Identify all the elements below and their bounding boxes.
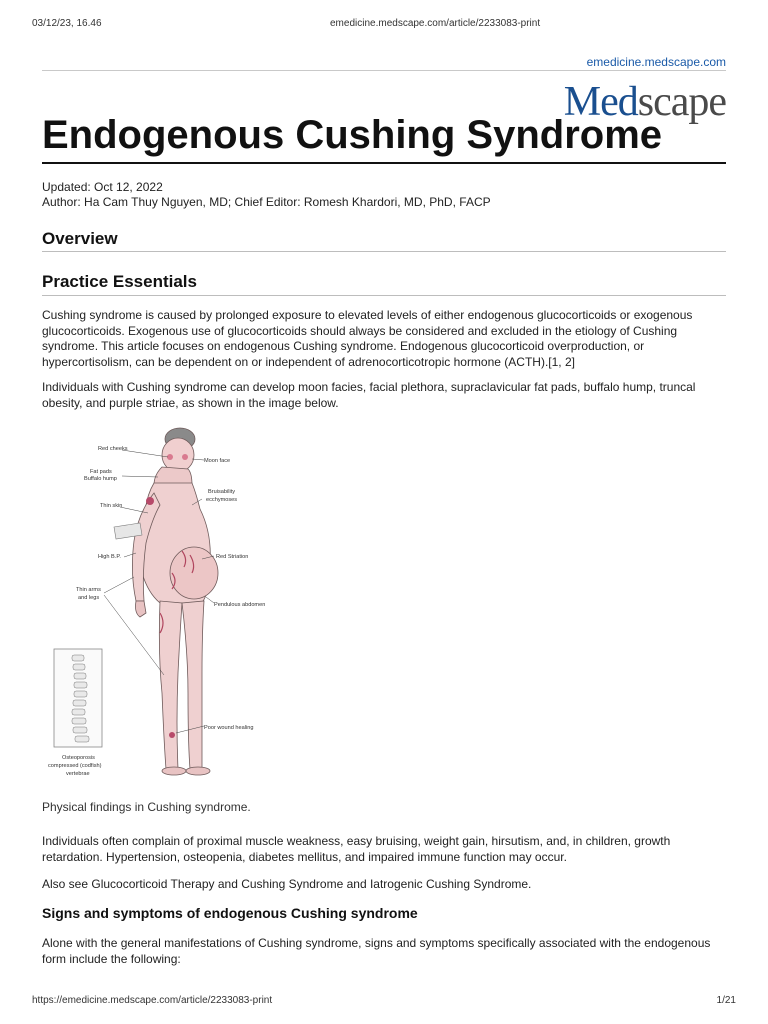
article-meta [42, 180, 491, 210]
label-buffalo-hump: Buffalo hump [84, 476, 117, 482]
cushing-illustration [42, 423, 282, 785]
paragraph-signs-intro: Alone with the general manifestations of Cushing syndrome, signs and symptoms specifically associated with the endogenous form include the following: [42, 936, 711, 966]
author-line: Author: Ha Cam Thuy Nguyen, MD; Chief Editor: Romesh Khardori, MD, PhD, FACP [42, 195, 491, 209]
site-link[interactable]: emedicine.medscape.com [586, 55, 726, 69]
label-red-striation: Red Striation [216, 554, 249, 560]
header-divider [42, 70, 726, 71]
print-url: emedicine.medscape.com/article/2233083-print [330, 18, 541, 29]
paragraph-intro: Cushing syndrome is caused by prolonged exposure to elevated levels of either endogenous glucocorticoids or exogenous glucocorticoids. Exogenous use of glucocorticoids should always be considered and excluded in the etiology of Cushing syndrome. This article focuses on endogenous Cushing syndrome. Endogenous glucocorticoid overproduction, or hypercortisolism, can be dependent on or independent of adrenocorticotropic hormone (ACTH).[1, 2] [42, 308, 693, 369]
label-red-cheeks: Red cheeks [98, 446, 128, 452]
figure-caption: Physical findings in Cushing syndrome. [42, 800, 251, 814]
page-number: 1/21 [716, 995, 736, 1006]
paragraph-complaints: Individuals often complain of proximal muscle weakness, easy bruising, weight gain, hirsutism, and, in children, growth retardation. Hypertension, osteopenia, diabetes mellitus, and impaired immune function may occur. [42, 834, 671, 864]
label-poor-wound-healing: Poor wound healing [204, 725, 254, 731]
signs-symptoms-heading: Signs and symptoms of endogenous Cushing syndrome [42, 905, 418, 921]
article-title: Endogenous Cushing Syndrome [42, 113, 663, 157]
label-high-bp: High B.P. [98, 554, 121, 560]
label-compressed: compressed (codfish) [48, 763, 102, 769]
label-thin-arms: Thin arms [76, 587, 101, 593]
label-fat-pads: Fat pads [90, 469, 112, 475]
practice-essentials-divider [42, 295, 726, 296]
print-datetime: 03/12/23, 16.46 [32, 18, 102, 29]
label-pendulous-abdomen: Pendulous abdomen [214, 602, 266, 608]
label-vertebrae: vertebrae [66, 771, 90, 777]
updated-date: Updated: Oct 12, 2022 [42, 180, 163, 194]
overview-heading: Overview [42, 229, 118, 248]
overview-divider [42, 251, 726, 252]
label-thin-skin: Thin skin [100, 503, 123, 509]
label-ecchymoses: ecchymoses [206, 497, 238, 503]
label-moon-face: Moon face [204, 458, 231, 464]
footer-url: https://emedicine.medscape.com/article/2233083-print [32, 995, 273, 1006]
label-osteoporosis: Osteoporosis [62, 755, 95, 761]
label-and-legs: and legs [78, 595, 100, 601]
paragraph-see-also: Also see Glucocorticoid Therapy and Cushing Syndrome and Iatrogenic Cushing Syndrome. [42, 877, 532, 891]
logo-part-scape: scape [637, 79, 726, 125]
red-cheek-mark [182, 454, 188, 460]
paragraph-features: Individuals with Cushing syndrome can develop moon facies, facial plethora, supraclavicular fat pads, buffalo hump, truncal obesity, and purple striae, as shown in the image below. [42, 380, 696, 410]
wound-mark [169, 732, 175, 738]
body-figure-icon [132, 428, 218, 775]
label-bruisability: Bruisability [208, 489, 236, 495]
title-divider [42, 162, 726, 164]
practice-essentials-heading: Practice Essentials [42, 272, 197, 291]
logo-part-med: Med [563, 79, 638, 125]
bruise-mark [146, 497, 154, 505]
